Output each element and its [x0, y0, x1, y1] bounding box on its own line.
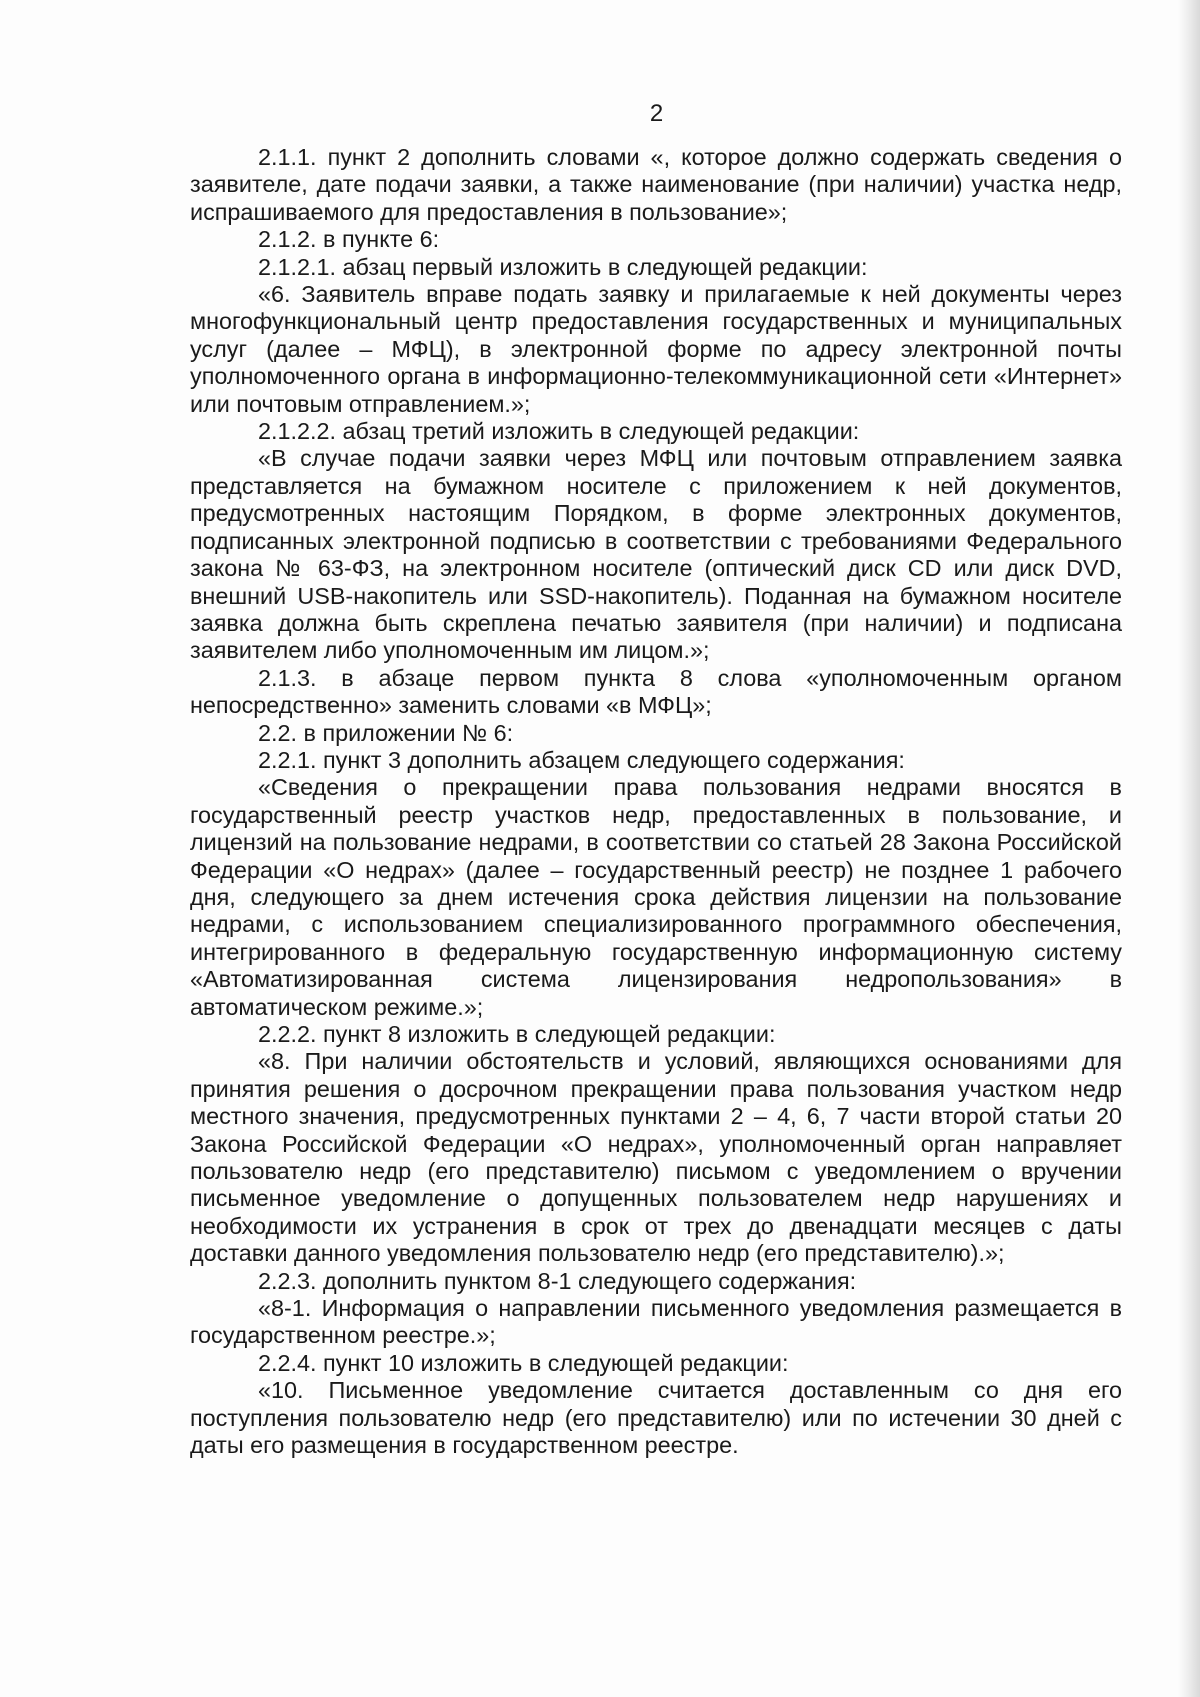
document-body — [190, 144, 1122, 1460]
paragraph: 2.1.1. пункт 2 дополнить словами «, которое должно содержать сведения о заявителе, дате подачи заявки, а также наименование (при наличии) участка недр, испрашиваемого для предоставления в пользование»; — [190, 144, 1122, 225]
paragraph: «8. При наличии обстоятельств и условий, являющихся основаниями для принятия решения о досрочном прекращении права пользования участком недр местного значения, предусмотренных пунктами 2 – 4, 6, 7 части второй статьи 20 Закона Российской Федерации «О недрах», уполномоченный орган направляет пользователю недр (его представителю) письмом с уведомлением о вручении письменное уведомление о допущенных пользователем недр нарушениях и необходимости их устранения в срок от трех до двенадцати месяцев с даты доставки данного уведомления пользователю недр (его представителю).»; — [190, 1048, 1122, 1267]
page-edge-shadow — [1178, 0, 1200, 1697]
paragraph: «Сведения о прекращении права пользования недрами вносятся в государственный реестр участков недр, предоставленных в пользование, и лицензий на пользование недрами, в соответствии со статьей 28 Закона Российской Федерации «О недрах» (далее – государственный реестр) не позднее 1 рабочего дня, следующего за днем истечения срока действия лицензии на пользование недрами, с использованием специализированного программного обеспечения, интегрированного в федеральную государственную информационную систему «Автоматизированная система лицензирования недропользования» в автоматическом режиме.»; — [190, 774, 1122, 1020]
paragraph: 2.1.3. в абзаце первом пункта 8 слова «уполномоченным органом непосредственно» заменить словами «в МФЦ»; — [190, 664, 1122, 719]
paragraph: «В случае подачи заявки через МФЦ или почтовым отправлением заявка представляется на бумажном носителе с приложением к ней документов, предусмотренных настоящим Порядком, в форме электронных документов, подписанных электронной подписью в соответствии с требованиями Федерального закона № 63-ФЗ, на электронном носителе (оптический диск CD или диск DVD, внешний USB-накопитель или SSD-накопитель). Поданная на бумажном носителе заявка должна быть скреплена печатью заявителя (при наличии) и подписана заявителем либо уполномоченным им лицом.»; — [190, 445, 1122, 664]
paragraph: 2.2.1. пункт 3 дополнить абзацем следующего содержания: — [258, 746, 905, 773]
paragraph: «8-1. Информация о направлении письменного уведомления размещается в государственном реестре.»; — [190, 1295, 1122, 1349]
paragraph: 2.2.3. дополнить пунктом 8-1 следующего содержания: — [258, 1267, 857, 1294]
paragraph: 2.1.2.1. абзац первый изложить в следующей редакции: — [258, 253, 868, 280]
paragraph: 2.2. в приложении № 6: — [258, 719, 514, 746]
paragraph: 2.1.2.2. абзац третий изложить в следующей редакции: — [258, 418, 860, 445]
paragraph: 2.2.2. пункт 8 изложить в следующей редакции: — [258, 1021, 776, 1047]
paragraph: 2.1.2. в пункте 6: — [258, 226, 440, 253]
paragraph: 2.2.4. пункт 10 изложить в следующей редакции: — [258, 1349, 789, 1376]
paragraph: «10. Письменное уведомление считается доставленным со дня его поступления пользователю недр (его представителю) или по истечении 30 дней с даты его размещения в государственном реестре. — [190, 1377, 1122, 1459]
page-number: 2 — [649, 100, 664, 127]
paragraph: «6. Заявитель вправе подать заявку и прилагаемые к ней документы через многофункциональный центр предоставления государственных и муниципальных услуг (далее – МФЦ), в электронной форме по адресу электронной почты уполномоченного органа в информационно-телекоммуникационной сети «Интернет» или почтовым отправлением.»; — [190, 281, 1122, 417]
